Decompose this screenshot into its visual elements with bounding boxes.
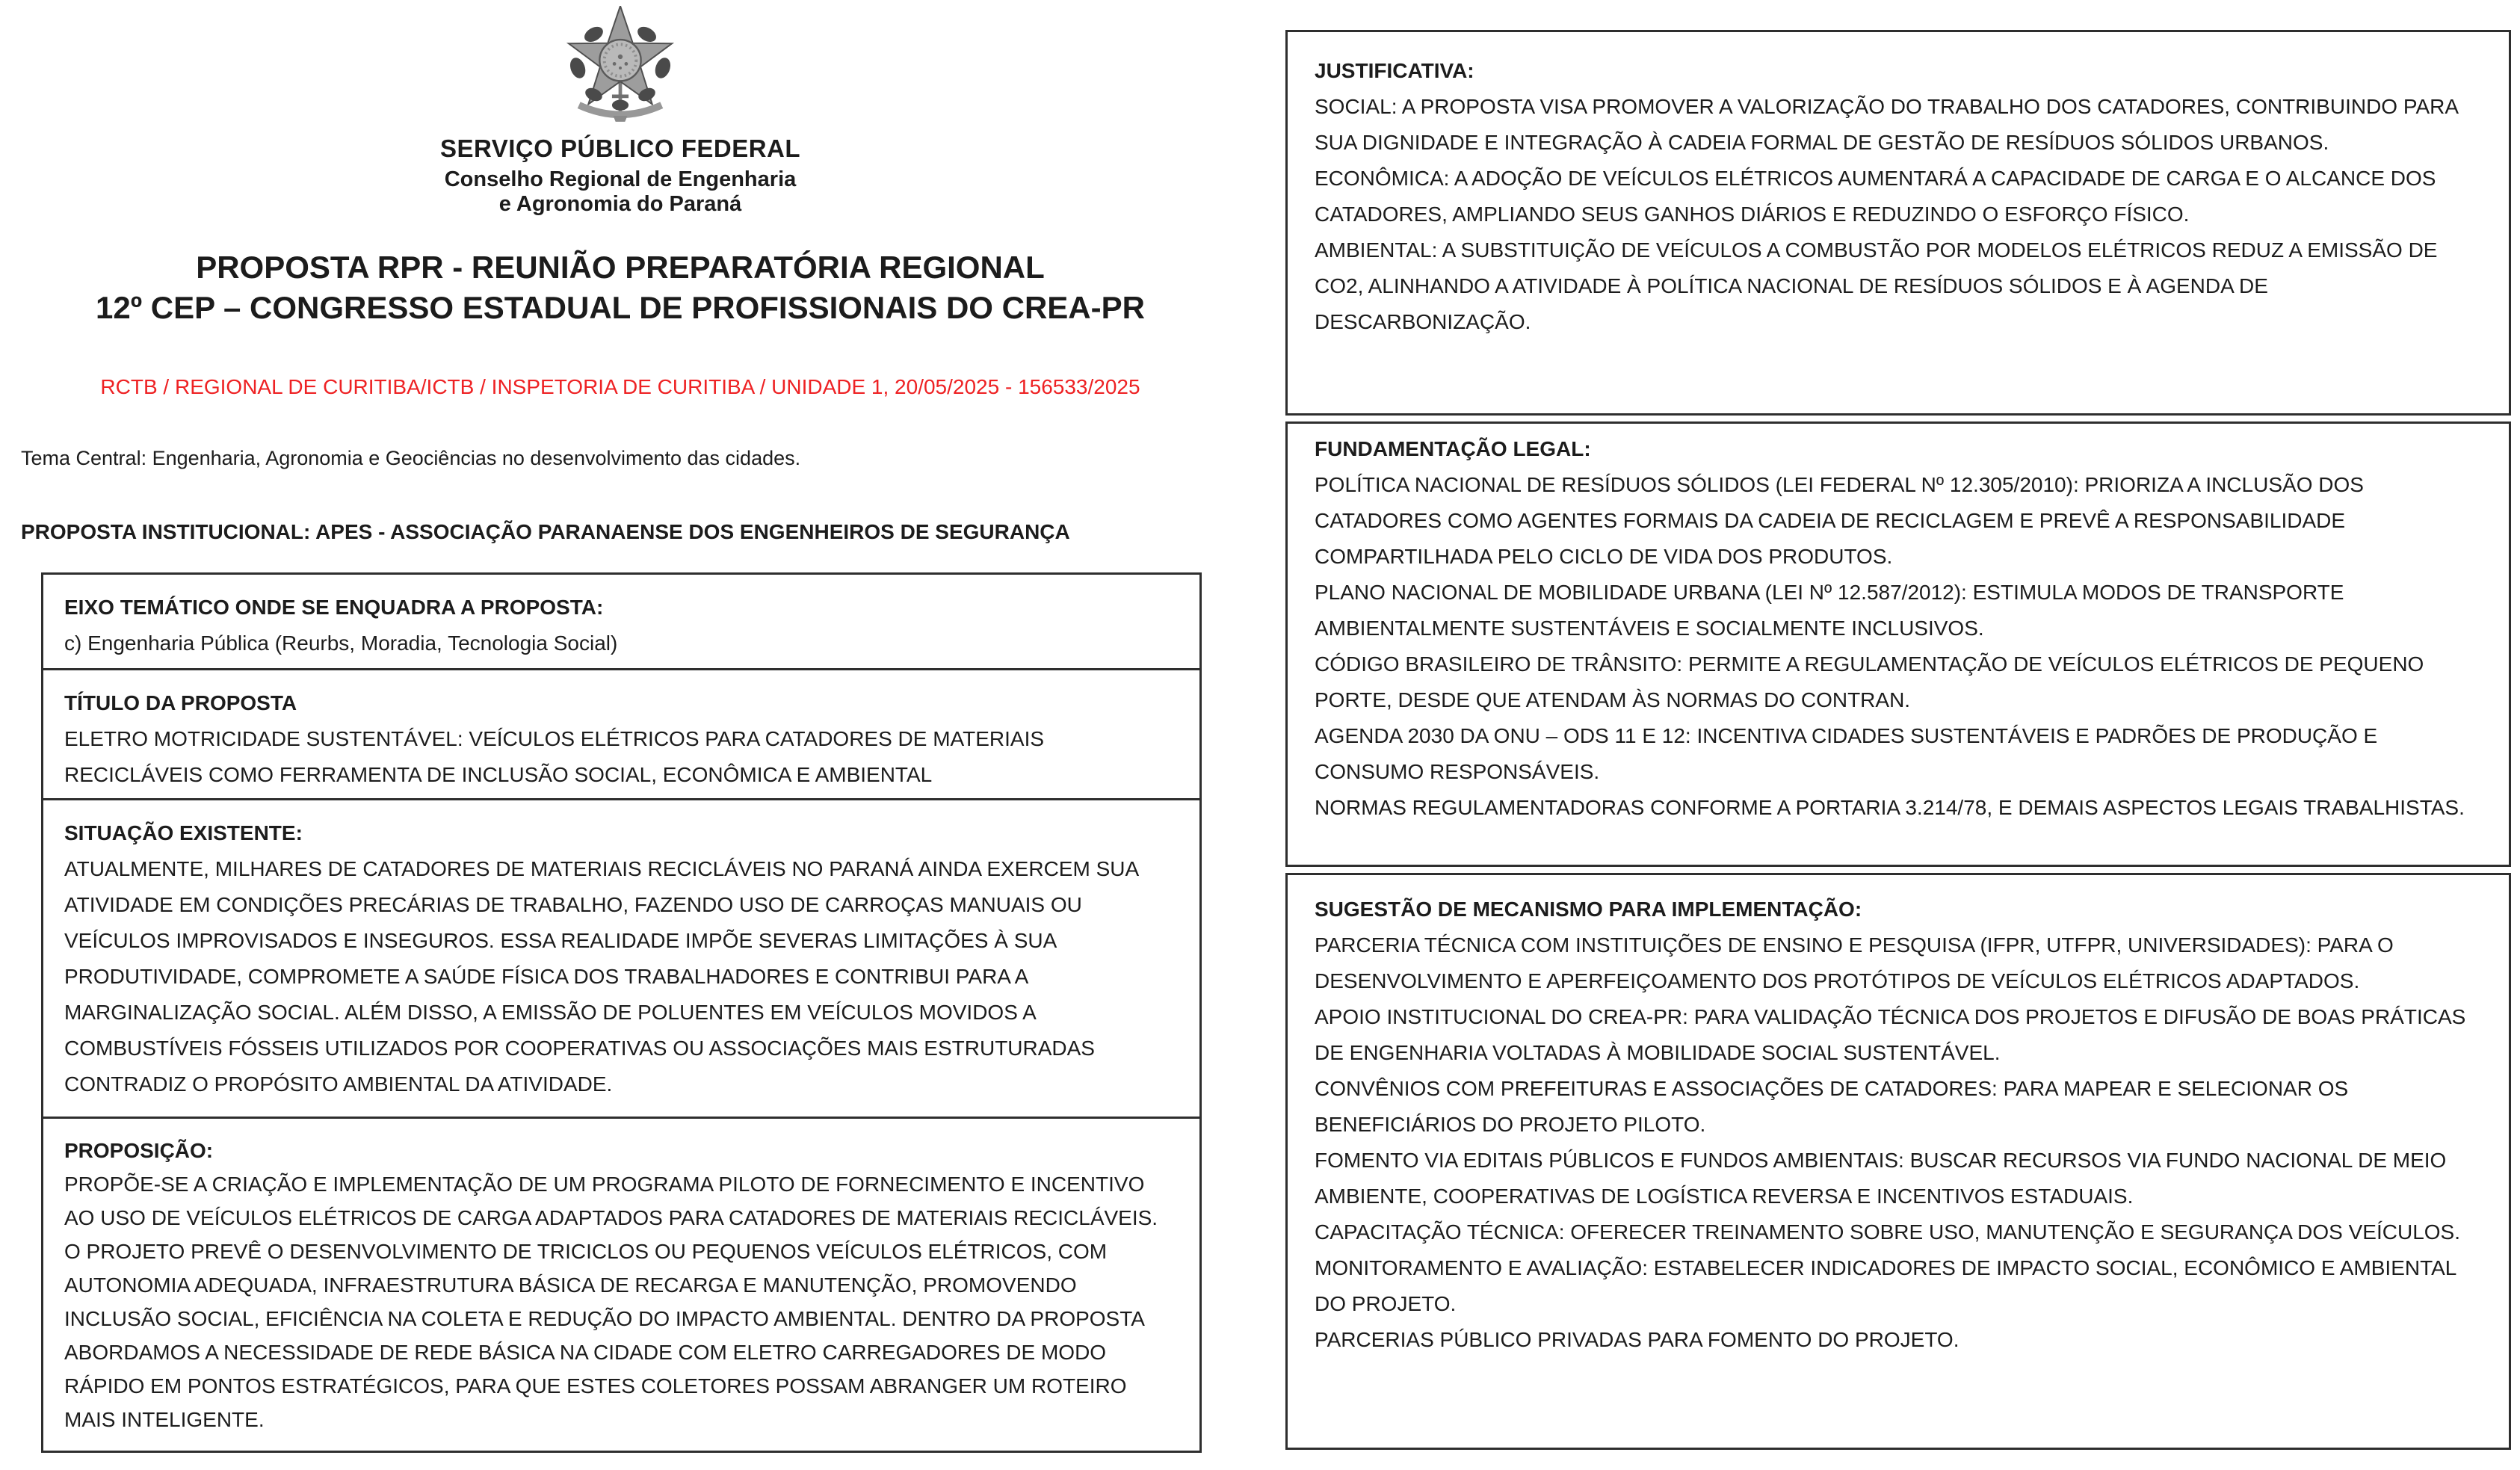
section-paragraph: APOIO INSTITUCIONAL DO CREA-PR: PARA VALIDAÇÃO TÉCNICA DOS PROJETOS E DIFUSÃO DE BOAS PRÁTICAS DE ENGENHARIA VOLTADAS À MOBILIDADE SOCIAL SUSTENTÁVEL.	[1315, 1005, 2466, 1064]
section-paragraph: NORMAS REGULAMENTADORAS CONFORME A PORTARIA 3.214/78, E DEMAIS ASPECTOS LEGAIS TRABALHISTAS.	[1315, 796, 2465, 819]
document-title-line1: PROPOSTA RPR - REUNIÃO PREPARATÓRIA REGIONAL	[196, 250, 1045, 285]
section-titulo-proposta	[43, 668, 1199, 798]
section-paragraph: CAPACITAÇÃO TÉCNICA: OFERECER TREINAMENTO SOBRE USO, MANUTENÇÃO E SEGURANÇA DOS VEÍCULOS.	[1315, 1220, 2460, 1244]
section-paragraph: PARCERIA TÉCNICA COM INSTITUIÇÕES DE ENSINO E PESQUISA (IFPR, UTFPR, UNIVERSIDADES): PARA O DESENVOLVIMENTO E APERFEIÇOAMENTO DOS PROTÓTIPOS DE VEÍCULOS ELÉTRICOS ADAPTADOS.	[1315, 933, 2394, 992]
section-heading: SITUAÇÃO EXISTENTE:	[64, 821, 303, 844]
section-heading: JUSTIFICATIVA:	[1315, 59, 1474, 82]
section-fundamentacao-legal	[1285, 421, 2511, 867]
section-heading: FUNDAMENTAÇÃO LEGAL:	[1315, 437, 1591, 460]
central-theme-line: Tema Central: Engenharia, Agronomia e Geociências no desenvolvimento das cidades.	[21, 447, 801, 469]
section-proposicao	[43, 1117, 1199, 1453]
region-unit-date-line: RCTB / REGIONAL DE CURITIBA/ICTB / INSPETORIA DE CURITIBA / UNIDADE 1, 20/05/2025 - 156533/2025	[100, 375, 1140, 398]
org-name-council-line2: e Agronomia do Paraná	[498, 192, 742, 216]
section-paragraph: AGENDA 2030 DA ONU – ODS 11 E 12: INCENTIVA CIDADES SUSTENTÁVEIS E PADRÕES DE PRODUÇÃO E CONSUMO RESPONSÁVEIS.	[1315, 724, 2378, 783]
section-paragraph: PROPÕE-SE A CRIAÇÃO E IMPLEMENTAÇÃO DE UM PROGRAMA PILOTO DE FORNECIMENTO E INCENTIVO AO USO DE VEÍCULOS ELÉTRICOS DE CARGA ADAPTADOS PARA CATADORES DE MATERIAIS RECICLÁVEIS. O PROJETO PREVÊ O DESENVOLVIMENTO DE TRICICLOS OU PEQUENOS VEÍCULOS ELÉTRICOS, COM AUTONOMIA ADEQUADA, INFRAESTRUTURA BÁSICA DE RECARGA E MANUTENÇÃO, PROMOVENDO INCLUSÃO SOCIAL, EFICIÊNCIA NA COLETA E REDUÇÃO DO IMPACTO AMBIENTAL. DENTRO DA PROPOSTA ABORDAMOS A NECESSIDADE DE REDE BÁSICA NA CIDADE COM ELETRO CARREGADORES DE MODO RÁPIDO EM PONTOS ESTRATÉGICOS, PARA QUE ESTES COLETORES POSSAM ABRANGER UM ROTEIRO MAIS INTELIGENTE.	[64, 1173, 1158, 1431]
org-name-federal: SERVIÇO PÚBLICO FEDERAL	[439, 135, 801, 162]
section-situacao-existente	[43, 798, 1199, 1117]
section-heading: SUGESTÃO DE MECANISMO PARA IMPLEMENTAÇÃO:	[1315, 898, 1862, 921]
brazil-coat-of-arms-icon	[559, 6, 682, 124]
section-paragraph: POLÍTICA NACIONAL DE RESÍDUOS SÓLIDOS (LEI FEDERAL Nº 12.305/2010): PRIORIZA A INCLUSÃO DOS CATADORES COMO AGENTES FORMAIS DA CADEIA DE RECICLAGEM E PREVÊ A RESPONSABILIDADE COMPARTILHADA PELO CICLO DE VIDA DOS PRODUTOS.	[1315, 473, 2364, 568]
section-paragraph: AMBIENTAL: A SUBSTITUIÇÃO DE VEÍCULOS A COMBUSTÃO POR MODELOS ELÉTRICOS REDUZ A EMISSÃO DE CO2, ALINHANDO A ATIVIDADE À POLÍTICA NACIONAL DE RESÍDUOS SÓLIDOS E À AGENDA DE DESCARBONIZAÇÃO.	[1315, 238, 2438, 333]
section-paragraph: FOMENTO VIA EDITAIS PÚBLICOS E FUNDOS AMBIENTAIS: BUSCAR RECURSOS VIA FUNDO NACIONAL DE MEIO AMBIENTE, COOPERATIVAS DE LOGÍSTICA REVERSA E INCENTIVOS ESTADUAIS.	[1315, 1149, 2447, 1208]
section-justificativa	[1285, 30, 2511, 416]
section-paragraph: MONITORAMENTO E AVALIAÇÃO: ESTABELECER INDICADORES DE IMPACTO SOCIAL, ECONÔMICO E AMBIENTAL DO PROJETO.	[1315, 1256, 2456, 1315]
section-heading: TÍTULO DA PROPOSTA	[64, 691, 297, 714]
section-paragraph: ECONÔMICA: A ADOÇÃO DE VEÍCULOS ELÉTRICOS AUMENTARÁ A CAPACIDADE DE CARGA E O ALCANCE DOS CATADORES, AMPLIANDO SEUS GANHOS DIÁRIOS E REDUZINDO O ESFORÇO FÍSICO.	[1315, 167, 2436, 226]
section-paragraph: c) Engenharia Pública (Reurbs, Moradia, Tecnologia Social)	[64, 631, 618, 655]
section-paragraph: PLANO NACIONAL DE MOBILIDADE URBANA (LEI Nº 12.587/2012): ESTIMULA MODOS DE TRANSPORTE AMBIENTALMENTE SUSTENTÁVEIS E SOCIALMENTE INCLUSIVOS.	[1315, 581, 2344, 640]
section-sugestao-mecanismo	[1285, 873, 2511, 1450]
org-name-council-line1: Conselho Regional de Engenharia	[444, 167, 797, 191]
institutional-proposal-line: PROPOSTA INSTITUCIONAL: APES - ASSOCIAÇÃO PARANAENSE DOS ENGENHEIROS DE SEGURANÇA	[21, 520, 1070, 543]
section-paragraph: ELETRO MOTRICIDADE SUSTENTÁVEL: VEÍCULOS ELÉTRICOS PARA CATADORES DE MATERIAIS RECICLÁVEIS COMO FERRAMENTA DE INCLUSÃO SOCIAL, ECONÔMICA E AMBIENTAL	[64, 727, 1045, 786]
section-paragraph: PARCERIAS PÚBLICO PRIVADAS PARA FOMENTO DO PROJETO.	[1315, 1328, 1960, 1351]
document-title-line2: 12º CEP – CONGRESSO ESTADUAL DE PROFISSIONAIS DO CREA-PR	[96, 290, 1145, 325]
section-paragraph: SOCIAL: A PROPOSTA VISA PROMOVER A VALORIZAÇÃO DO TRABALHO DOS CATADORES, CONTRIBUINDO PARA SUA DIGNIDADE E INTEGRAÇÃO À CADEIA FORMAL DE GESTÃO DE RESÍDUOS SÓLIDOS URBANOS.	[1315, 95, 2458, 154]
section-heading: EIXO TEMÁTICO ONDE SE ENQUADRA A PROPOSTA:	[64, 596, 604, 619]
section-paragraph: ATUALMENTE, MILHARES DE CATADORES DE MATERIAIS RECICLÁVEIS NO PARANÁ AINDA EXERCEM SUA ATIVIDADE EM CONDIÇÕES PRECÁRIAS DE TRABALHO, FAZENDO USO DE CARROÇAS MANUAIS OU VEÍCULOS IMPROVISADOS E INSEGUROS. ESSA REALIDADE IMPÕE SEVERAS LIMITAÇÕES À SUA PRODUTIVIDADE, COMPROMETE A SAÚDE FÍSICA DOS TRABALHADORES E CONTRIBUI PARA A MARGINALIZAÇÃO SOCIAL. ALÉM DISSO, A EMISSÃO DE POLUENTES EM VEÍCULOS MOVIDOS A COMBUSTÍVEIS FÓSSEIS UTILIZADOS POR COOPERATIVAS OU ASSOCIAÇÕES MAIS ESTRUTURADAS CONTRADIZ O PROPÓSITO AMBIENTAL DA ATIVIDADE.	[64, 857, 1138, 1096]
section-heading: PROPOSIÇÃO:	[64, 1139, 214, 1162]
section-paragraph: CONVÊNIOS COM PREFEITURAS E ASSOCIAÇÕES DE CATADORES: PARA MAPEAR E SELECIONAR OS BENEFICIÁRIOS DO PROJETO PILOTO.	[1315, 1077, 2349, 1136]
section-paragraph: CÓDIGO BRASILEIRO DE TRÂNSITO: PERMITE A REGULAMENTAÇÃO DE VEÍCULOS ELÉTRICOS DE PEQUENO PORTE, DESDE QUE ATENDAM ÀS NORMAS DO CONTRAN.	[1315, 652, 2424, 711]
proposal-details-box	[41, 572, 1202, 1453]
section-eixo-tematico	[43, 575, 1199, 668]
